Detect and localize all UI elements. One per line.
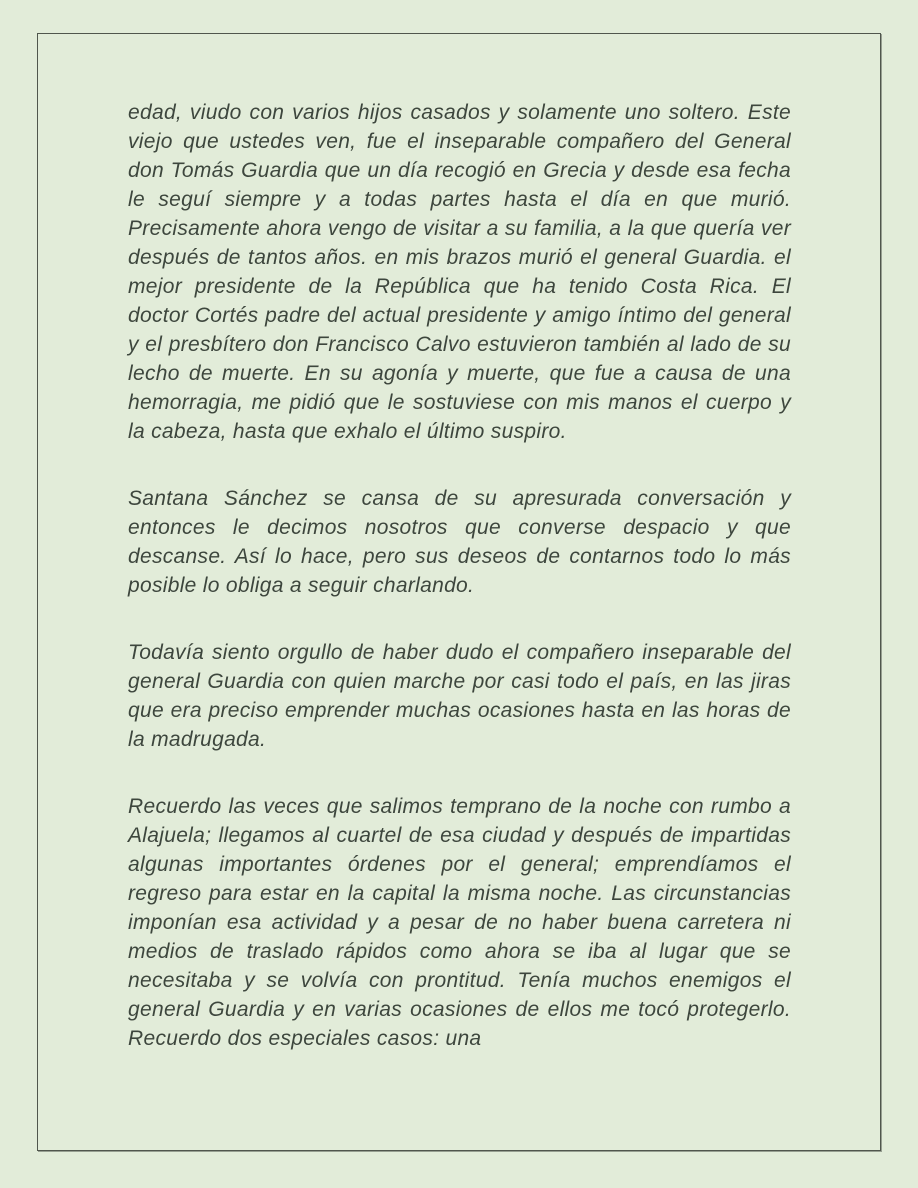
paragraph: Recuerdo las veces que salimos temprano de la noche con rumbo a Alajuela; llegamos al cuartel de esa ciudad y después de impartidas algunas importantes órdenes por el general; emprendíamos el regreso para estar en la capital la misma noche. Las circunstancias imponían esa actividad y a pesar de no haber buena carretera ni medios de traslado rápidos como ahora se iba al lugar que se necesitaba y se volvía con prontitud. Tenía muchos enemigos el general Guardia y en varias ocasiones de ellos me tocó protegerlo. Recuerdo dos especiales casos: una: [128, 795, 791, 1050]
paragraph: edad, viudo con varios hijos casados y solamente uno soltero. Este viejo que ustedes ven, fue el inseparable compañero del General don Tomás Guardia que un día recogió en Grecia y desde esa fecha le seguí siempre y a todas partes hasta el día en que murió. Precisamente ahora vengo de visitar a su familia, a la que quería ver después de tantos años. en mis brazos murió el general Guardia. el mejor presidente de la República que ha tenido Costa Rica. El doctor Cortés padre del actual presidente y amigo íntimo del general y el presbítero don Francisco Calvo estuvieron también al lado de su lecho de muerte. En su agonía y muerte, que fue a causa de una hemorragia, me pidió que le sostuviese con mis manos el cuerpo y la cabeza, hasta que exhalo el último suspiro.: [128, 101, 791, 443]
text-block: [128, 98, 791, 1053]
paragraph: Todavía siento orgullo de haber dudo el compañero inseparable del general Guardia con quien marche por casi todo el país, en las jiras que era preciso emprender muchas ocasiones hasta en las horas de la madrugada.: [128, 641, 791, 751]
page-frame: [37, 33, 881, 1151]
paragraph: Santana Sánchez se cansa de su apresurada conversación y entonces le decimos nosotros que converse despacio y que descanse. Así lo hace, pero sus deseos de contarnos todo lo más posible lo obliga a seguir charlando.: [128, 487, 791, 597]
